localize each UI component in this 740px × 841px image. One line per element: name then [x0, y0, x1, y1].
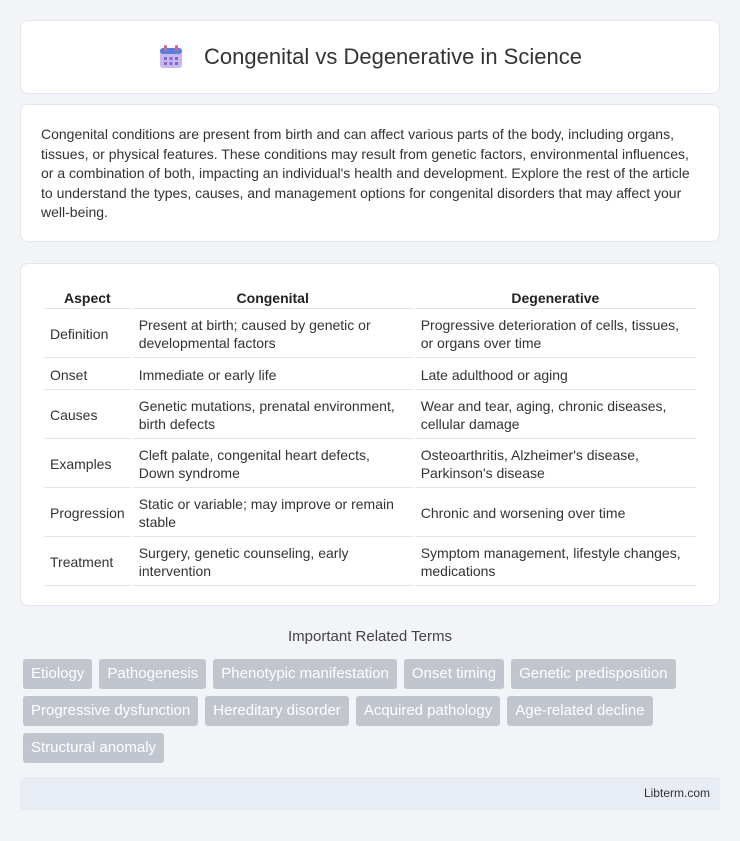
row-aspect: Treatment	[44, 539, 131, 586]
table-row	[44, 441, 696, 488]
calendar-icon	[158, 44, 184, 70]
row-degenerative: Progressive deterioration of cells, tissues, or organs over time	[415, 311, 696, 358]
row-aspect: Definition	[44, 311, 131, 358]
tag-acquired-pathology[interactable]: Acquired pathology	[356, 696, 500, 726]
related-terms-tags	[23, 659, 723, 763]
intro-card	[20, 104, 720, 242]
row-congenital: Cleft palate, congenital heart defects, Down syndrome	[133, 441, 413, 488]
footer-site-link[interactable]: Libterm.com	[643, 786, 710, 800]
row-aspect: Onset	[44, 360, 131, 390]
table-row	[44, 539, 696, 586]
row-congenital: Immediate or early life	[133, 360, 413, 390]
table-row	[44, 360, 696, 390]
table-row	[44, 490, 696, 537]
tag-pathogenesis[interactable]: Pathogenesis	[99, 659, 206, 689]
row-degenerative: Wear and tear, aging, chronic diseases, cellular damage	[415, 392, 696, 439]
header-degenerative: Degenerative	[415, 288, 696, 309]
tag-onset-timing[interactable]: Onset timing	[404, 659, 504, 689]
tag-structural-anomaly[interactable]: Structural anomaly	[23, 733, 164, 763]
row-aspect: Examples	[44, 441, 131, 488]
table-header-row	[44, 288, 696, 309]
tag-age-related-decline[interactable]: Age-related decline	[507, 696, 652, 726]
comparison-table-card	[20, 263, 720, 606]
row-congenital: Present at birth; caused by genetic or developmental factors	[133, 311, 413, 358]
header-congenital: Congenital	[133, 288, 413, 309]
row-degenerative: Osteoarthritis, Alzheimer's disease, Parkinson's disease	[415, 441, 696, 488]
row-degenerative: Symptom management, lifestyle changes, medications	[415, 539, 696, 586]
row-aspect: Causes	[44, 392, 131, 439]
tag-phenotypic-manifestation[interactable]: Phenotypic manifestation	[213, 659, 397, 689]
table-row	[44, 392, 696, 439]
comparison-table	[42, 286, 698, 588]
tag-progressive-dysfunction[interactable]: Progressive dysfunction	[23, 696, 198, 726]
table-row	[44, 311, 696, 358]
footer	[20, 777, 720, 810]
row-congenital: Surgery, genetic counseling, early intervention	[133, 539, 413, 586]
header-aspect: Aspect	[44, 288, 131, 309]
intro-text: Congenital conditions are present from birth and can affect various parts of the body, including organs, tissues, or physical features. These conditions may result from genetic factors, environmental influences, or a combination of both, impacting an individual's health and development. Explore the rest of the article to understand the types, causes, and management options for congenital disorders that may affect your well-being.	[41, 126, 690, 220]
related-terms-title: Important Related Terms	[288, 628, 452, 645]
page-title: Congenital vs Degenerative in Science	[204, 44, 582, 69]
row-degenerative: Late adulthood or aging	[415, 360, 696, 390]
title-card	[20, 20, 720, 94]
row-degenerative: Chronic and worsening over time	[415, 490, 696, 537]
tag-etiology[interactable]: Etiology	[23, 659, 92, 689]
row-congenital: Static or variable; may improve or remain stable	[133, 490, 413, 537]
row-congenital: Genetic mutations, prenatal environment, birth defects	[133, 392, 413, 439]
tag-genetic-predisposition[interactable]: Genetic predisposition	[511, 659, 675, 689]
tag-hereditary-disorder[interactable]: Hereditary disorder	[205, 696, 349, 726]
row-aspect: Progression	[44, 490, 131, 537]
